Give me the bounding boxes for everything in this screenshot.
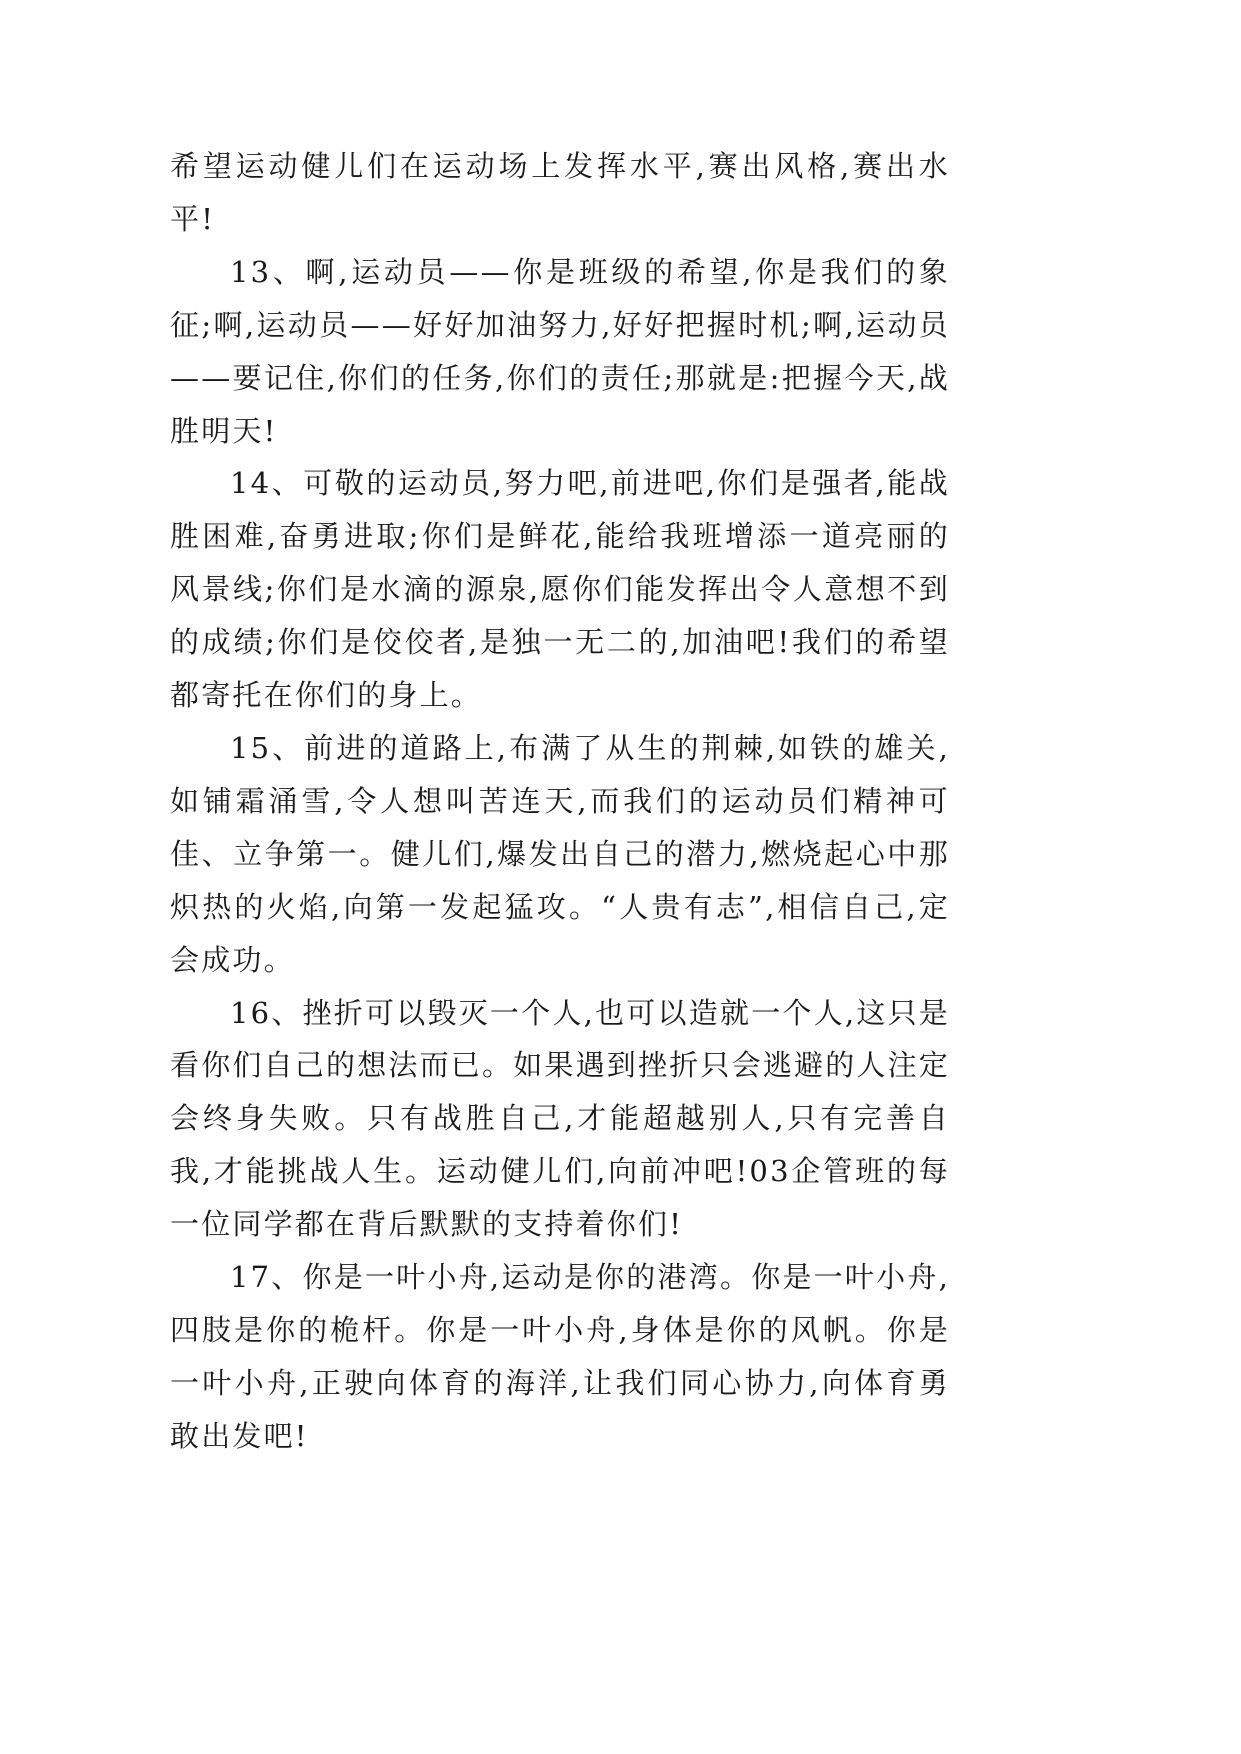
paragraph-14: 14、可敬的运动员,努力吧,前进吧,你们是强者,能战胜困难,奋勇进取;你们是鲜花,能给我班增添一道亮丽的风景线;你们是水滴的源泉,愿你们能发挥出令人意想不到的成绩;你们是佼佼者,是独一无二的,加油吧!我们的希望都寄托在你们的身上。 [170,466,950,713]
document-body [170,140,950,1463]
paragraph-13: 13、啊,运动员——你是班级的希望,你是我们的象征;啊,运动员——好好加油努力,好好把握时机;啊,运动员——要记住,你们的任务,你们的责任;那就是:把握今天,战胜明天! [170,254,950,448]
paragraph-intro-closing: 希望运动健儿们在运动场上发挥水平,赛出风格,赛出水平! [170,149,950,236]
paragraph-15: 15、前进的道路上,布满了从生的荆棘,如铁的雄关,如铺霜涌雪,令人想叫苦连天,而我们的运动员们精神可佳、立争第一。健儿们,爆发出自己的潜力,燃烧起心中那炽热的火焰,向第一发起猛攻。“人贵有志”,相信自己,定会成功。 [170,730,950,977]
paragraph-17: 17、你是一叶小舟,运动是你的港湾。你是一叶小舟,四肢是你的桅杆。你是一叶小舟,身体是你的风帆。你是一叶小舟,正驶向体育的海洋,让我们同心协力,向体育勇敢出发吧! [170,1260,950,1453]
paragraph-16: 16、挫折可以毁灭一个人,也可以造就一个人,这只是看你们自己的想法而已。如果遇到挫折只会逃避的人注定会终身失败。只有战胜自己,才能超越别人,只有完善自我,才能挑战人生。运动健儿们,向前冲吧!03企管班的每一位同学都在背后默默的支持着你们! [170,995,951,1242]
